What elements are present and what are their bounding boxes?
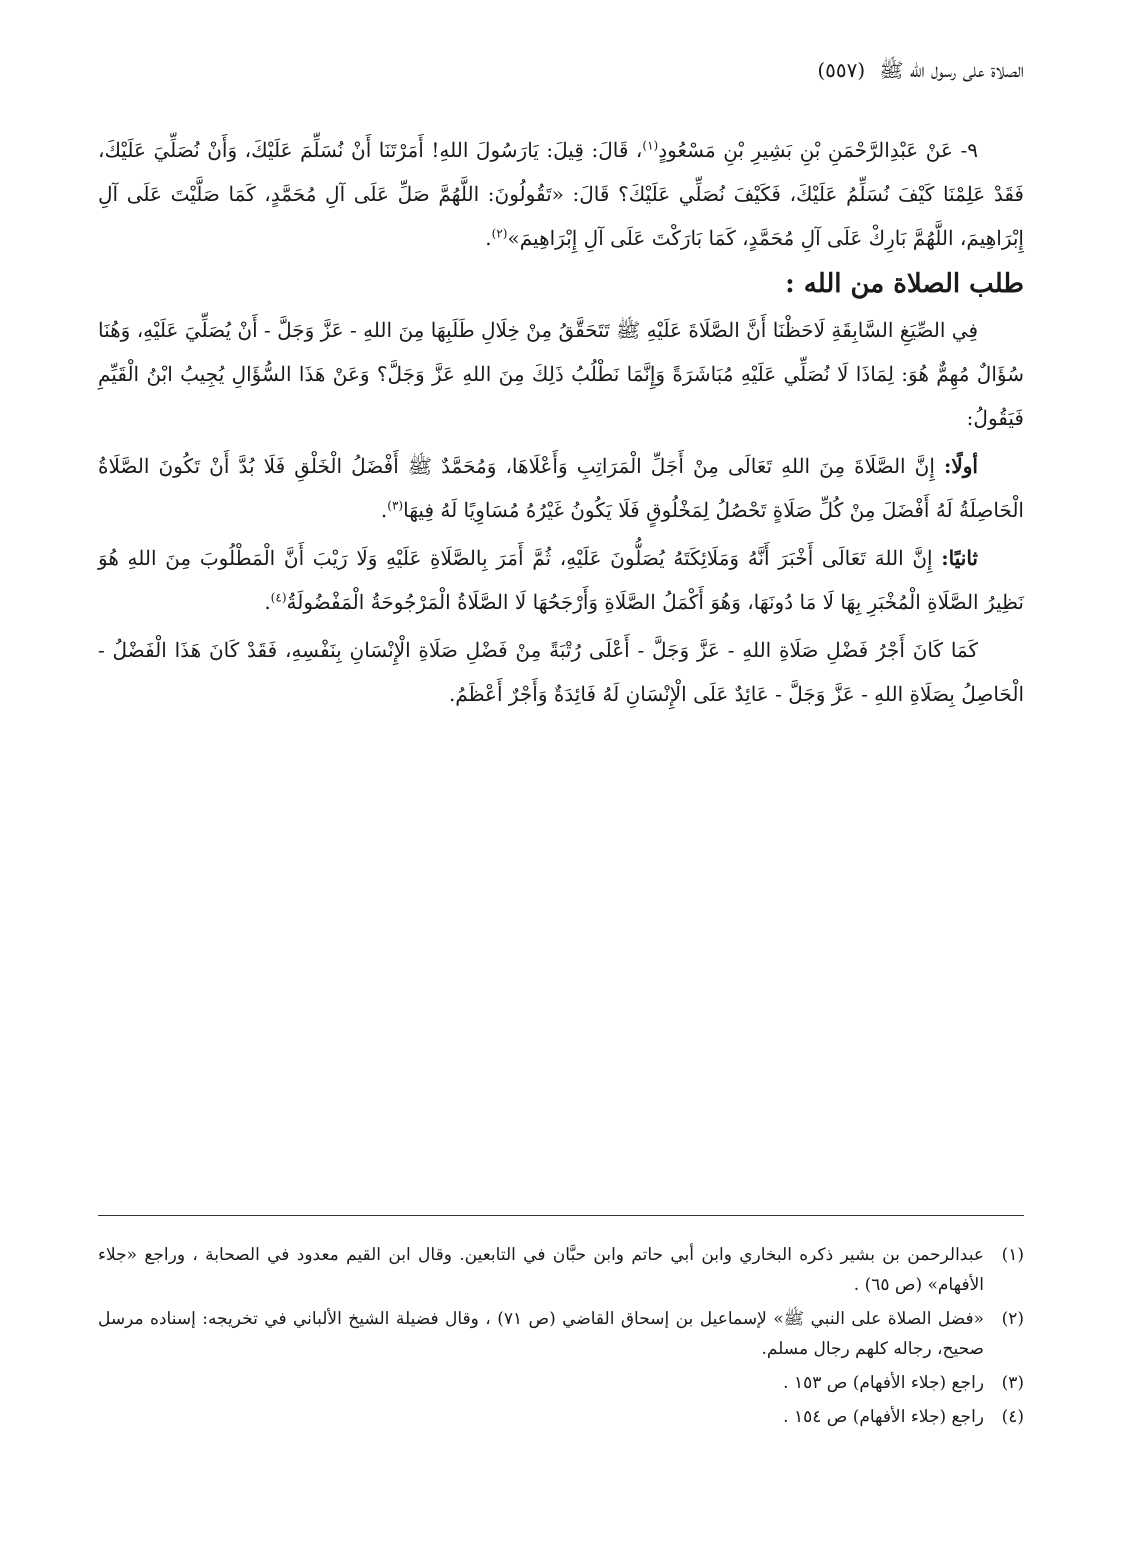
first-point-text: إِنَّ الصَّلَاةَ مِنَ اللهِ تَعَالَى مِنْ أَجَلِّ الْمَرَاتِبِ وَأَعْلَاهَا، وَمُحَمَّدٌ ﷺ أَفْضَلُ الْخَلْقِ فَلَا بُدَّ أَنْ تَكُونَ الصَّلَاةُ الْحَاصِلَةُ لَهُ أَفْضَلَ مِنْ كُلِّ صَلَاةٍ تَحْصُلُ لِمَخْلُوقٍ فَلَا يَكُونُ غَيْرُهُ مُسَاوِيًا لَهُ فِيهَا — [98, 454, 1024, 522]
first-point-paragraph — [98, 444, 1024, 532]
second-point-text: إِنَّ اللهَ تَعَالَى أَخْبَرَ أَنَّهُ وَمَلَائِكَتَهُ يُصَلُّونَ عَلَيْهِ، ثُمَّ أَمَرَ بِالصَّلَاةِ عَلَيْهِ وَلَا رَيْبَ أَنَّ الْمَطْلُوبَ مِنَ اللهِ هُوَ نَظِيرُ الصَّلَاةِ الْمُخْبَرِ بِهَا لَا مَا دُونَهَا، وَهُوَ أَكْمَلُ الصَّلَاةِ وَأَرْجَحُهَا لَا الصَّلَاةُ الْمَرْجُوحَةُ الْمَفْضُولَةُ — [98, 546, 1024, 614]
footnote-number: (٣) — [1001, 1373, 1024, 1393]
footnotes — [98, 1240, 1024, 1436]
closing-paragraph: كَمَا كَانَ أَجْرُ فَضْلِ صَلَاةِ اللهِ - عَزَّ وَجَلَّ - أَعْلَى رُتْبَةً مِنْ فَضْلِ صَلَاةِ الْإِنْسَانِ بِنَفْسِهِ، فَقَدْ كَانَ هَذَا الْفَضْلُ - الْحَاصِلُ بِصَلَاةِ اللهِ - عَزَّ وَجَلَّ - عَائِدٌ عَلَى الْإِنْسَانِ لَهُ فَائِدَةٌ وَأَجْرٌ أَعْظَمُ. — [98, 638, 1024, 706]
running-header — [98, 58, 1024, 88]
footnote-ref-4: (٤) — [270, 590, 287, 605]
hadith-text-start: ٩- عَنْ عَبْدِالرَّحْمَنِ بْنِ بَشِيرِ بْنِ مَسْعُودٍ — [658, 138, 978, 162]
first-point-end: . — [380, 498, 388, 522]
footnote-2 — [98, 1304, 1024, 1364]
second-point-label: ثانيًا: — [941, 546, 978, 570]
main-text — [98, 128, 1024, 720]
footnote-1 — [98, 1240, 1024, 1300]
hadith-text-rest: ، قَالَ: قِيلَ: يَارَسُولَ اللهِ! أَمَرْتَنَا أَنْ نُسَلِّمَ عَلَيْكَ، وَأَنْ نُصَلِّيَ عَلَيْكَ، فَقَدْ عَلِمْنَا كَيْفَ نُسَلِّمُ عَلَيْكَ، فَكَيْفَ نُصَلِّي عَلَيْكَ؟ قَالَ: «تَقُولُونَ: اللَّهُمَّ صَلِّ عَلَى آلِ مُحَمَّدٍ، كَمَا صَلَّيْتَ عَلَى آلِ إِبْرَاهِيمَ، اللَّهُمَّ بَارِكْ عَلَى آلِ مُحَمَّدٍ، كَمَا بَارَكْتَ عَلَى آلِ إِبْرَاهِيمَ» — [98, 138, 1024, 250]
footnote-text: عبدالرحمن بن بشير ذكره البخاري وابن أبي حاتم وابن حبَّان في التابعين. وقال ابن القيم معدود في الصحابة ، وراجع «جلاء الأفهام» (ص ٦٥) . — [98, 1245, 984, 1295]
footnote-number: (٢) — [1001, 1309, 1024, 1329]
footnote-text: راجع (جلاء الأفهام) ص ١٥٤ . — [783, 1407, 984, 1427]
header-title: الصلاة على رسول الله ﷺ — [879, 58, 1024, 82]
page-number: (٥٥٧) — [817, 58, 866, 82]
second-point-end: . — [264, 590, 271, 614]
footnote-number: (٤) — [1001, 1407, 1024, 1427]
footnote-text: راجع (جلاء الأفهام) ص ١٥٣ . — [783, 1373, 984, 1393]
hadith-end: . — [485, 226, 492, 250]
section-title: طلب الصلاة من الله : — [785, 269, 1024, 299]
footnote-number: (١) — [1001, 1245, 1024, 1265]
footnote-text: «فضل الصلاة على النبي ﷺ» لإسماعيل بن إسحاق القاضي (ص ٧١) ، وقال فضيلة الشيخ الألباني في تخريجه: إسناده مرسل صحيح، رجاله كلهم رجال مسلم. — [98, 1309, 984, 1359]
footnote-ref-3: (٣) — [387, 498, 404, 513]
first-point-label: أولًا: — [943, 454, 978, 478]
hadith-paragraph — [98, 128, 1024, 260]
footnote-ref-2: (٢) — [491, 226, 508, 241]
intro-paragraph: فِي الصِّيَغِ السَّابِقَةِ لَاحَظْنَا أَنَّ الصَّلَاةَ عَلَيْهِ ﷺ تَتَحَقَّقُ مِنْ خِلَالِ طَلَبِهَا مِنَ اللهِ - عَزَّ وَجَلَّ - أَنْ يُصَلِّيَ عَلَيْهِ، وَهُنَا سُؤَالٌ مُهِمٌّ هُوَ: لِمَاذَا لَا نُصَلِّي عَلَيْهِ مُبَاشَرَةً وَإِنَّمَا نَطْلُبُ ذَلِكَ مِنَ اللهِ عَزَّ وَجَلَّ؟ وَعَنْ هَذَا السُّؤَالِ يُجِيبُ ابْنُ الْقَيِّمِ فَيَقُولُ: — [98, 318, 1024, 430]
footnote-separator — [98, 1215, 1024, 1216]
footnote-ref-1: (١) — [642, 138, 659, 153]
footnote-4 — [98, 1402, 1024, 1432]
footnote-3 — [98, 1368, 1024, 1398]
second-point-paragraph — [98, 536, 1024, 624]
